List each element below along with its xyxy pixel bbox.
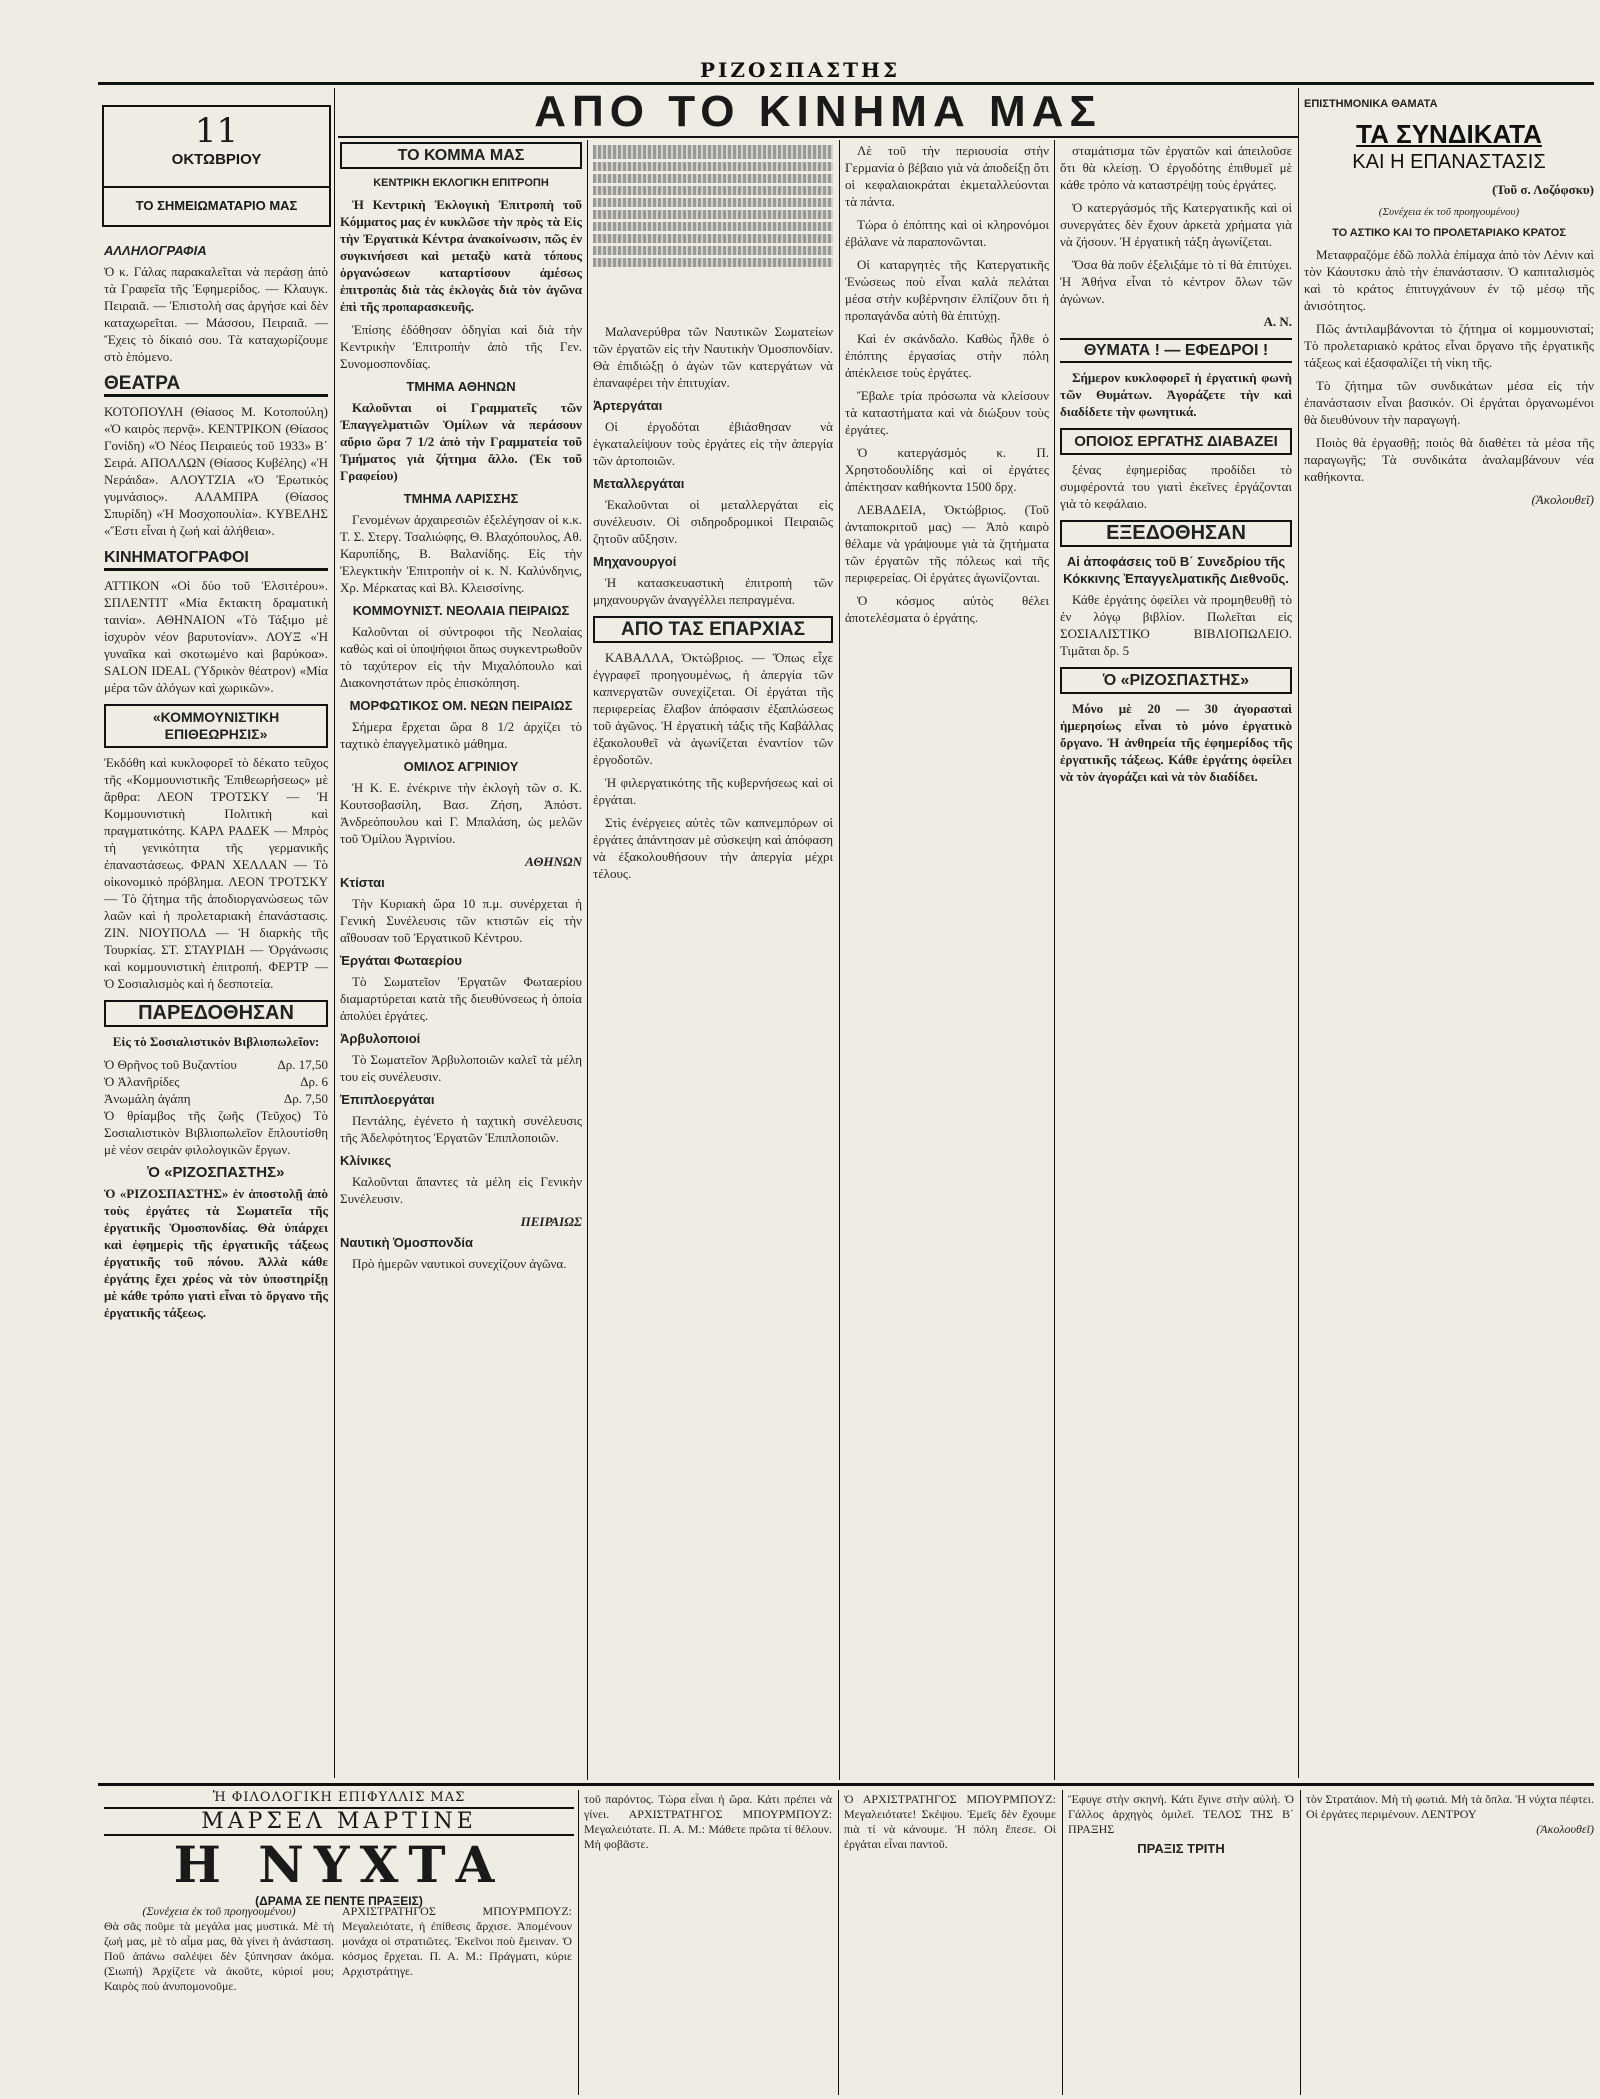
rizos-head-2: Ὁ «ΡΙΖΟΣΠΑΣΤΗΣ» bbox=[1060, 667, 1292, 694]
date-caption: ΤΟ ΣΗΜΕΙΩΜΑΤΑΡΙΟ ΜΑΣ bbox=[135, 198, 298, 213]
review-text: Ἐκδόθη καὶ κυκλοφορεῖ τὸ δέκατο τεῦχος τῆς «Κομμουνιστικῆς Ἐπιθεωρήσεως» μὲ ἄρθρα: ΛΕΟΝ ΤΡΟΤΣΚΥ — Ἡ Κομμουνιστικὴ Πολιτικὴ καὶ πραγματικότης. ΚΑΡΛ ΡΑΔΕΚ — Μπρὸς τὴ γενικότητα τῆς γερμανικῆς ἐπαναστάσεως. ΦΡΑΝ ΧΕΛΛΑΝ — Τὸ οἰκονομικὸ πρόβλημα. ΛΕΟΝ ΤΡΟΤΣΚΥ — Τὸ ζήτημα τῆς ἀποδιοργανώσεως τῶν λαῶν καὶ ἡ προλεταριακὴ ἐπανάστασις. ΖΙΝ. ΝΙΟΥΠΟΛΔ — Ἡ διαρκὴς τῆς Τουρκίας. ΣΤ. ΣΤΑΥΡΙΔΗ — Ὀργάνωσις καὶ κομμουνιστικὴ ἐπιτροπή. ΦΕΡΤΡ — Ὁ Σοσιαλισμὸς καὶ ἡ δεσποτεία. bbox=[104, 755, 328, 991]
serial-divider bbox=[1062, 1790, 1063, 2095]
right-cont: (Συνέχεια ἐκ τοῦ προηγουμένου) bbox=[1378, 206, 1520, 218]
censored-block bbox=[593, 145, 833, 315]
censored-line bbox=[593, 174, 833, 183]
col2-subhead: ΤΜΗΜΑ ΛΑΡΙΣΣΗΣ bbox=[403, 491, 519, 506]
col4-para: Τώρα ὁ ἐπόπτης καὶ οἱ κληρονόμοι ἐβάλανε νὰ παραπονῶνται. bbox=[845, 217, 1049, 249]
serial-col-6 bbox=[1306, 1792, 1594, 2094]
rizos-note-head: Ὁ «ΡΙΖΟΣΠΑΣΤΗΣ» bbox=[147, 1164, 285, 1181]
book-row bbox=[104, 1056, 328, 1073]
col-divider bbox=[839, 140, 840, 1780]
censored-line bbox=[593, 210, 833, 219]
col2-subhead: ΚΟΜΜΟΥΝΙΣΤ. ΝΕΟΛΑΙΑ ΠΕΙΡΑΙΩΣ bbox=[352, 603, 570, 618]
col2-subhead: Ἐργάται Φωταερίου bbox=[340, 953, 462, 968]
col5-subhead: Αἱ ἀποφάσεις τοῦ Β΄ Συνεδρίου τῆς Κόκκινης Ἐπαγγελματικῆς Διεθνοῦς. bbox=[1063, 554, 1289, 586]
censored-line bbox=[593, 198, 833, 207]
book-title: Ὁ Θρῆνος τοῦ Βυζαντίου bbox=[104, 1057, 237, 1072]
col6-para: Τὸ ζήτημα τῶν συνδικάτων μέσα εἰς τὴν ἐπανάστασιν εἶναι βασικόν. Οἱ ἐργάται ὀργανωμένοι θὰ διευθύνουν τὴν παραγωγή. bbox=[1304, 378, 1594, 427]
col5-sign: Α. Ν. bbox=[1263, 314, 1292, 329]
serial-author: ΜΑΡΣΕΛ ΜΑΡΤΙΝΕ bbox=[104, 1807, 574, 1836]
column-4 bbox=[845, 142, 1049, 1778]
col2-subhead: Ἐπιπλοεργάται bbox=[340, 1092, 435, 1107]
right-title-2: ΚΑΙ Η ΕΠΑΝΑΣΤΑΣΙΣ bbox=[1352, 151, 1546, 173]
col4-para: Λὲ τοῦ τὴν περιουσία στὴν Γερμανία ὁ βέβαιο γιὰ νὰ ἀποδείξῃ ὅτι οἱ κεφαλαιοκράται ἐκμεταλλεύονται τὰ πάντα. bbox=[845, 143, 1049, 209]
col2-sign: ΠΕΙΡΑΙΩΣ bbox=[520, 1214, 582, 1229]
serial-divider bbox=[1300, 1790, 1301, 2095]
col5-para: Ὅσα θὰ ποῦν ἐξελιξάμε τὸ τί θὰ ἐπιτύχει. Ἡ Ἀθήνα εἶναι τὸ κέντρον ὅλων τῶν ἀγώνων. bbox=[1060, 257, 1292, 306]
column-5 bbox=[1060, 142, 1292, 1778]
date-month: ΟΚΤΩΒΡΙΟΥ bbox=[171, 151, 262, 168]
col6-para: Ποιὸς θὰ ἐργασθῇ; ποιὸς θὰ διαθέτει τὰ μέσα τῆς παραγωγῆς; Τὰ συνδικάτα ἀναλαμβάνουν νέα καθήκοντα. bbox=[1304, 435, 1594, 484]
col5-para: Μόνο μὲ 20 — 30 ἀγορασταὶ ἡμερησίως εἶναι τὸ μόνο ἐργατικὸ ὄργανο. Ἡ ἀνθηρεία τῆς ἐφημερίδος τῆς ἐργατικῆς τάξεως. Κάθε ἐργάτης ὀφείλει νὰ τὸν ἀγοράζει καὶ νὰ τὸν διαδίδει. bbox=[1060, 701, 1292, 784]
col2-subhead: ΟΜΙΛΟΣ ΑΓΡΙΝΙΟΥ bbox=[403, 759, 519, 774]
published-head: ΠΑΡΕΔΟΘΗΣΑΝ bbox=[104, 1000, 328, 1027]
col3-para: Ἐκαλοῦνται οἱ μεταλλεργάται εἰς συνέλευσιν. Οἱ σιδηροδρομικοὶ Πειραιῶς ζητοῦν αὔξησιν. bbox=[593, 497, 833, 546]
right-title-1: ΤΑ ΣΥΝΔΙΚΑΤΑ bbox=[1356, 119, 1542, 149]
col2-subhead: Ναυτικὴ Ὁμοσπονδία bbox=[340, 1235, 473, 1250]
cinema-head: ΚΙΝΗΜΑΤΟΓΡΑΦΟΙ bbox=[104, 547, 328, 571]
col3-para: Ἡ φιλεργατικότης τῆς κυβερνήσεως καὶ οἱ ἐργάται. bbox=[593, 775, 833, 807]
col2-para: Πρὸ ἡμερῶν ναυτικοὶ συνεχίζουν ἀγῶνα. bbox=[352, 1256, 567, 1271]
col-divider bbox=[334, 88, 335, 1778]
theatres-head: ΘΕΑΤΡΑ bbox=[104, 373, 328, 397]
col2-para: Καλοῦνται ἅπαντες τὰ μέλη εἰς Γενικὴν Συνέλευσιν. bbox=[340, 1174, 582, 1206]
col2-subhead: ΜΟΡΦΩΤΙΚΟΣ ΟΜ. ΝΕΩΝ ΠΕΙΡΑΙΩΣ bbox=[349, 698, 573, 713]
col2-para: Τὴν Κυριακὴ ὥρα 10 π.μ. συνέρχεται ἡ Γενικὴ Συνέλευσις τῶν κτιστῶν εἰς τὴν αἴθουσαν τοῦ Ἐργατικοῦ Κέντρου. bbox=[340, 896, 582, 945]
col5-para: Ὁ κατεργάσμός τῆς Κατεργατικῆς καὶ οἱ συνεργάτες δὲν ἔχουν ἀρκετὰ χρήματα γιὰ νὰ ζήσουν. Ἡ ἐργατικὴ τάξη ἀγωνίζεται. bbox=[1060, 200, 1292, 249]
correspondence-head: ΑΛΛΗΛΟΓΡΑΦΙΑ bbox=[104, 243, 207, 258]
review-head: «ΚΟΜΜΟΥΝΙΣΤΙΚΗ ΕΠΙΘΕΩΡΗΣΙΣ» bbox=[104, 704, 328, 748]
censored-line bbox=[593, 222, 833, 231]
col2-para: Πεντάλης, ἐγένετο ἡ ταχτικὴ συνέλευσις τῆς Ἀδελφότητος Ἐργατῶν Ἐπιπλοποιῶν. bbox=[340, 1113, 582, 1145]
col3-para: Στὶς ἐνέργειες αὐτὲς τῶν καπνεμπόρων οἱ ἐργάτες ἀπάντησαν μὲ σύσκεψη καὶ ἀπόφαση νὰ ἐξακολουθήσουν τὴν ἀπεργία μέχρι τέλους. bbox=[593, 815, 833, 881]
serial-text: τὸν Στρατάιον. Μὴ τὴ φωτιά. Μὴ τὰ ὅπλα. Ἡ νύχτα πέφτει. Οἱ ἐργάτες περιμένουν. ΛΕΝΤΡΟΥ bbox=[1306, 1792, 1594, 1821]
col3-subhead: Μεταλλεργάται bbox=[593, 476, 685, 491]
serial-cont: (Συνέχεια ἐκ τοῦ προηγουμένου) bbox=[142, 1904, 296, 1918]
col4-para: Ὁ κατεργάσμός κ. Π. Χρηστοδουλίδης καὶ οἱ ἐργάτες ἀπέκτησαν καθήκοντα 1500 δρχ. bbox=[845, 445, 1049, 494]
col2-subhead: Κλίνικες bbox=[340, 1153, 392, 1168]
col2-para: Καλοῦνται οἱ Γραμματεῖς τῶν Ἐπαγγελματιῶν Ὁμίλων νὰ περάσουν αὔριο ὥρα 7 1/2 ἀπὸ τὴν Γραμματεία τοῦ Τμήματος γιὰ ζήτημα ἄλλο. (Ἐκ τοῦ Γραφείου) bbox=[340, 400, 582, 483]
censored-line bbox=[593, 258, 833, 267]
col2-para: Ἡ Κ. Ε. ἐνέκρινε τὴν ἐκλογὴ τῶν σ. Κ. Κουτσοβασίλη, Βασ. Ζήση, Ἀπόστ. Ἀνδρεόπουλου καὶ Γ. Μπαλάση, ὡς μελῶν τοῦ Ὁμίλου Ἀγρινίου. bbox=[340, 780, 582, 846]
col2-para: Ἡ Κεντρικὴ Ἐκλογικὴ Ἐπιτροπὴ τοῦ Κόμματος μας ἐν κυκλῶσε τὴν πρὸς τὰ Εἰς τὴν Ἐργατικὰ Κέντρα ἀνακοίνωσιν, πῶς ἐν συγκινήσεσι καὶ μεταξὺ κατὰ τόπους ὀργανώσεων καταρτίσουν ἀμέσως ἐπιτροπὰς διὰ τὰς ἐκλογὰς διὰ τὸν ἀγῶνα ἐπὶ τῆς προπαρασκευῆς. bbox=[340, 197, 582, 314]
serial-col-5 bbox=[1068, 1792, 1294, 2094]
col4-para: ΛΕΒΑΔΕΙΑ, Ὀκτώβριος. (Τοῦ ἀνταποκριτοῦ μας) — Ἀπὸ καιρὸ θέλαμε νὰ γράψουμε γιὰ τὰ ζητήματα τῶν ἐργατῶν τῆς πόλεως καὶ τῆς περιφερείας. Οἱ ἐργάτες ἀγωνίζονται. bbox=[845, 502, 1049, 585]
serial-col-4 bbox=[844, 1792, 1056, 2094]
col4-para: Ἔβαλε τρία πρόσωπα νὰ κλείσουν τὰ καταστήματα καὶ νὰ διώξουν τοὺς ἐργάτες. bbox=[845, 388, 1049, 437]
date-box bbox=[102, 105, 331, 227]
serial-text: ΑΡΧΙΣΤΡΑΤΗΓΟΣ ΜΠΟΥΡΜΠΟΥΖ: Μεγαλειότατε, ἡ ἐπίθεσις ἄρχισε. Ἀπομένουν μονάχα οἱ στρατιῶτες. Ἐκεῖνοι ποὺ ἔμειναν. Ὁ κόσμος ἔρχεται. Π. Α. Μ.: Πράγματι, κύριε Αρχιστράτηγε. bbox=[342, 1904, 572, 1978]
col3-para: Οἱ ἐργοδόται ἐβιάσθησαν νὰ ἐγκαταλείψουν τοὺς ἐργάτες εἰς τὴν ἀπεργία τῶν ἀρτοποιῶν. bbox=[593, 419, 833, 468]
provinces-head: ΑΠΟ ΤΑΣ ΕΠΑΡΧΙΑΣ bbox=[593, 616, 833, 643]
column-6 bbox=[1304, 92, 1594, 1778]
col-divider bbox=[587, 140, 588, 1780]
col5-para: σταμάτισμα τῶν ἐργατῶν καὶ ἀπειλοῦσε ὅτι θὰ κλείσῃ. Ὁ ἐργοδότης ἐπιθυμεῖ μὲ κάθε τρόπο νὰ καταστρέψῃ τοὺς ἐργάτες. bbox=[1060, 143, 1292, 192]
banner bbox=[338, 84, 1298, 134]
col5-para: ξένας ἐφημερίδας προδίδει τὸ συμφέροντά του γιατὶ ἐκεῖνες ἐργάζονται γιὰ τὸ κεφάλαιο. bbox=[1060, 462, 1292, 511]
serial-text: τοῦ παρόντος. Τώρα εἶναι ἡ ὥρα. Κάτι πρέπει νὰ γίνει. ΑΡΧΙΣΤΡΑΤΗΓΟΣ ΜΠΟΥΡΜΠΟΥΖ: Μεγαλειότατε. Π. Α. Μ.: Μάθετε πρῶτα τί θέλουν. Μὴ φοβᾶστε. bbox=[584, 1792, 832, 1851]
col3-para: Ἡ κατασκευαστικὴ ἐπιτροπὴ τῶν μηχανουργῶν ἀναγγέλλει πεπραγμένα. bbox=[593, 575, 833, 607]
serial-act-heading: ΠΡΑΞΙΣ ΤΡΙΤΗ bbox=[1137, 1841, 1225, 1856]
column-2 bbox=[340, 142, 582, 1778]
banner-title: ΑΠΟ ΤΟ ΚΙΝΗΜΑ ΜΑΣ bbox=[534, 87, 1102, 136]
serial-subtitle: (ΔΡΑΜΑ ΣΕ ΠΕΝΤΕ ΠΡΑΞΕΙΣ) bbox=[255, 1894, 423, 1908]
col2-subhead: Ἀρβυλοποιοί bbox=[340, 1031, 421, 1046]
col3-subhead: Μηχανουργοί bbox=[593, 554, 677, 569]
serial-text: Ὁ ΑΡΧΙΣΤΡΑΤΗΓΟΣ ΜΠΟΥΡΜΠΟΥΖ: Μεγαλειότατε! Σκέψου. Ἐμεῖς δὲν ἔχουμε πιὰ τί νὰ κάνουμε. Ἡ πόλη ἔπεσε. Οἱ ἐργάται εἶναι παντοῦ. bbox=[844, 1792, 1056, 1851]
correspondence-text: Ὁ κ. Γάλας παρακαλεῖται νὰ περάσῃ ἀπὸ τὰ Γραφεῖα τῆς Ἐφημερίδος. — Κλαυγκ. Πειραιᾶ. — Ἐπιστολὴ σας ἀργήσε καὶ δὲν καταχωρεῖται. — Μάσσου, Πειραιᾶ. — Ἔχεις τὸ δίκαιό σου. Τὰ καταχωρίζουμε στὸ ἑπόμενο. bbox=[104, 264, 328, 364]
col6-sign: (Ἀκολουθεῖ) bbox=[1531, 492, 1594, 507]
censored-line bbox=[593, 186, 833, 195]
party-subhead: ΚΕΝΤΡΙΚΗ ΕΚΛΟΓΙΚΗ ΕΠΙΤΡΟΠΗ bbox=[373, 177, 549, 189]
published-head-2: ΕΞΕΔΟΘΗΣΑΝ bbox=[1060, 520, 1292, 547]
book-price: Δρ. 7,50 bbox=[283, 1091, 328, 1106]
book-list bbox=[104, 1056, 328, 1107]
col2-para: Γενομένων ἀρχαιρεσιῶν ἐξελέγησαν οἱ κ.κ. Τ. Σ. Στεργ. Τσαλιώφης, Θ. Βλαχόπουλος, Αθ. Καρυπίδης, Β. Βαλανίδης. Εἰς τὴν Ἐλεγκτικὴν Ἐπιτροπὴν οἱ κ. Ν. Καλύνδηνις, Χρ. Μέρκατας καὶ Βλ. Κλεισσίνης. bbox=[340, 512, 582, 595]
book-price: Δρ. 6 bbox=[300, 1074, 328, 1089]
right-section-label: ΕΠΙΣΤΗΜΟΝΙΚΑ ΘΑΜΑΤΑ bbox=[1304, 98, 1438, 110]
cinema-text: ΑΤΤΙΚΟΝ «Οἱ δύο τοῦ Ἑλσιτέρου». ΣΠΛΕΝΤΙΤ «Μία ἔκτακτη δραματικὴ ταινία». ΑΘΗΝΑΙΟΝ «Τὸ Τάξιμο μὲ ἰσχυρὸν νέον βαρυτονίαν». ΛΟΥΞ «Ἡ γυναῖκα καὶ σκοτωμένο καὶ βαρύκοα». SALON IDEAL (Ὑδρικὸν θέατρον) «Μία μέρα τῶν ἀλόγων καὶ χωρικῶν». bbox=[104, 578, 328, 695]
worker-reads-head: ΟΠΟΙΟΣ ΕΡΓΑΤΗΣ ΔΙΑΒΑΖΕΙ bbox=[1060, 428, 1292, 455]
serial-divider bbox=[838, 1790, 839, 2095]
banner-rule bbox=[338, 136, 1298, 138]
serial-col-2 bbox=[342, 1904, 572, 2094]
column-3 bbox=[593, 142, 833, 1778]
right-subhead: ΤΟ ΑΣΤΙΚΟ ΚΑΙ ΤΟ ΠΡΟΛΕΤΑΡΙΑΚΟ ΚΡΑΤΟΣ bbox=[1332, 227, 1566, 239]
col4-para: Οἱ καταργητὲς τῆς Κατεργατικῆς Ἐνώσεως ποὺ εἶναι καλὰ πελάται μέσα στὴν κυβέρνησιν ἐλπίζουν ὅτι ἡ προπαγάνδα αὐτὴ θὰ ἐπιτύχῃ. bbox=[845, 257, 1049, 323]
serial-header bbox=[104, 1790, 574, 1908]
col5-para: Κάθε ἐργάτης ὀφείλει νὰ προμηθευθῇ τὸ ἐν λόγῳ βιβλίον. Πωλεῖται εἰς ΣΟΣΙΑΛΙΣΤΙΚΟ ΒΙΒΛΙΟΠΩΛΕΙΟ. Τιμᾶται δρ. 5 bbox=[1060, 592, 1292, 658]
col3-subhead: Ἀρτεργάται bbox=[593, 398, 663, 413]
masthead: ΡΙΖΟΣΠΑΣΤΗΣ bbox=[700, 58, 901, 82]
col2-sign: ΑΘΗΝΩΝ bbox=[525, 854, 582, 869]
serial-divider bbox=[578, 1790, 579, 2095]
rizos-note-text: Ὁ «ΡΙΖΟΣΠΑΣΤΗΣ» ἐν ἀποστολῇ ἀπὸ τοὺς ἐργάτες τὰ Σωματεῖα τῆς ἐργατικῆς Ὁμοσπονδίας. Θὰ ὑπάρχει καὶ ἐφημερὶς τῆς ἐργατικῆς τάξεως ἐργατικῆς τοῦ πόνου. Ἀλλὰ κάθε ἐργάτης ἔχει χρέος νὰ τὸν ὑποστηρίξῃ μὲ κάθε τρόπο γιατὶ εἶναι τὸ ὄργανο τῆς ἐργατικῆς τάξεως. bbox=[104, 1186, 328, 1320]
published-intro: Εἰς τὸ Σοσιαλιστικὸν Βιβλιοπωλεῖον: bbox=[112, 1034, 320, 1049]
books-note: Ὁ θρίαμβος τῆς ζωῆς (Τεῦχος) Τὸ Σοσιαλιστικὸν Βιβλιοπωλεῖον ἔπλουτίσθη μὲ νέον σειρὰν φιλολογικῶν ἔργων. bbox=[104, 1108, 328, 1157]
col2-subhead: ΤΜΗΜΑ ΑΘΗΝΩΝ bbox=[406, 379, 516, 394]
right-author: (Τοῦ σ. Λοζόφσκυ) bbox=[1492, 182, 1594, 197]
serial-sign: (Ἀκολουθεῖ) bbox=[1536, 1822, 1594, 1836]
serial-col-3 bbox=[584, 1792, 832, 2094]
victims-head: ΘΥΜΑΤΑ ! — ΕΦΕΔΡΟΙ ! bbox=[1060, 338, 1292, 363]
col-divider bbox=[1054, 140, 1055, 1780]
col3-para: Μαλανερύθρα τῶν Ναυτικῶν Σωματείων τῶν ἐργατῶν εἰς τὴν Ναυτικὴν Ὁμοσπονδίαν. Θὰ ἐπιδιώξῃ ὁ ἀγὼν τῶν κατεργάτων νὰ ἐπαναφέρει τὴν ἐπιτυχίαν. bbox=[593, 324, 833, 390]
col6-para: Μεταφραζόμε ἐδῶ πολλὰ ἐπίμαχα ἀπὸ τὸν Λένιν καὶ τὸν Κάουτσκυ ἀπὸ τὴν ἐπανάστασιν. Ὁ καπιταλισμὸς καὶ τὸ κράτος ἐπιτυγχάνουν ἐν τῷ μέσῳ τῆς ἀνισότητος. bbox=[1304, 247, 1594, 313]
col2-para: Καλοῦνται οἱ σύντροφοι τῆς Νεολαίας καθὼς καὶ οἱ ὑποψήφιοι ὅπως συγκεντρωθοῦν τὸ ταχύτερον εἰς τὴν Μιχαλόπουλο καὶ Διακονηστάτων πρὸς ἐπισκόπηση. bbox=[340, 624, 582, 690]
col4-para: Καὶ ἐν σκάνδαλο. Καθὼς ἦλθε ὁ ἐπόπτης ἐργασίας στὴν πόλη ἀπέκλεισε τοὺς ἐργάτες. bbox=[845, 331, 1049, 380]
col5-para: Σήμερον κυκλοφορεῖ ἡ ἐργατικὴ φωνὴ τῶν Θυμάτων. Ἀγοράζετε τὴν καὶ διαδίδετε τὴν φωνητικά. bbox=[1060, 370, 1292, 419]
col2-subhead: Κτίσται bbox=[340, 875, 385, 890]
col-divider bbox=[1298, 88, 1299, 1778]
date-day: 11 bbox=[194, 111, 239, 151]
serial-label: Ἡ ΦΙΛΟΛΟΓΙΚΗ ΕΠΙΦΥΛΛΙΣ ΜΑΣ bbox=[212, 1790, 466, 1805]
book-title: Ὁ Ἀλανῆρίδες bbox=[104, 1074, 180, 1089]
col4-para: Ὁ κόσμος αὐτὸς θέλει ἀποτελέσματα ὁ ἐργάτης. bbox=[845, 593, 1049, 625]
book-row bbox=[104, 1073, 328, 1090]
censored-line bbox=[593, 162, 833, 171]
theatres-text: ΚΟΤΟΠΟΥΛΗ (Θίασος Μ. Κοτοπούλη) «Ὁ καιρὸς περνᾷ». ΚΕΝΤΡΙΚΟΝ (Θίασος Γονίδη) «Ὁ Νέος Πειραιεύς τοῦ 1933» Β΄ Σειρά. ΑΠΟΛΛΩΝ (Θίασος Κυβέλης) «Ἡ Νεράιδα». ΑΛΟΥΤΖΙΑ «Ὁ Ἐρωτικὸς γυμνάσιος». ΑΛΑΜΠΡΑ (Θίασος Σπυρίδη) «Ἡ Μοσχοπουλία». ΚΥΒΕΛΗΣ «Ἔστι εἶναι ἡ ζωή καὶ ἀλήθεια». bbox=[104, 404, 328, 538]
col2-para: Σήμερα ἔρχεται ὥρα 8 1/2 ἀρχίζει τὸ ταχτικὸ ἐπαγγελματικὸ μάθημα. bbox=[340, 719, 582, 751]
left-column bbox=[104, 238, 328, 1778]
serial-col-1 bbox=[104, 1904, 334, 2094]
serial-rule bbox=[98, 1783, 1594, 1786]
censored-line bbox=[593, 234, 833, 243]
col2-para: Ἐπίσης ἐδόθησαν ὁδηγίαι καὶ διὰ τὴν Κεντρικὴν Ἐπιτροπὴν ἀπὸ τῆς Γεν. Συνομοσπονδίας. bbox=[340, 322, 582, 371]
book-row bbox=[104, 1090, 328, 1107]
censored-line bbox=[593, 145, 833, 159]
col2-para: Τὸ Σωματεῖον Ἀρβυλοποιῶν καλεῖ τὰ μέλη του εἰς συνέλευσιν. bbox=[340, 1052, 582, 1084]
col2-para: Τὸ Σωματεῖον Ἐργατῶν Φωταερίου διαμαρτύρεται κατὰ τῆς διευθύνσεως ἡ ὁποία ἀπολύει ἐργάτες. bbox=[340, 974, 582, 1023]
party-head: ΤΟ ΚΟΜΜΑ ΜΑΣ bbox=[340, 142, 582, 169]
serial-text: Ἔφυγε στὴν σκηνὴ. Κάτι ἔγινε στὴν αὐλή. Ὁ Γάλλος ἀρχηγὸς ὁμιλεῖ. ΤΕΛΟΣ ΤΗΣ Β΄ ΠΡΑΞΗΣ bbox=[1068, 1792, 1294, 1836]
serial-title: Η ΝΥΧΤΑ bbox=[173, 1835, 505, 1894]
col3-para: ΚΑΒΑΛΛΑ, Ὀκτώβριος. — Ὅπως εἶχε ἐγγραφεῖ προηγουμένως, ἡ ἀπεργία τῶν καπνεργατῶν συνεχίζεται. Οἱ ἐργάται τῆς περιφερείας ἔλαβον ἀπόφασιν ἐξαπλώσεως τοῦ ἀγῶνος. Ἡ ἐργατικὴ τάξις τῆς Καβάλλας ἐξακολουθεῖ νὰ ἀγωνίζεται ἐναντίον τῶν ἐργοδοτῶν. bbox=[593, 650, 833, 767]
serial-text: Θὰ σᾶς ποῦμε τὰ μεγάλα μας μυστικά. Μὲ τὴ ζωή μας, μὲ τὸ αἷμα μας, θὰ γίνει ἡ ἀνάσταση. Ποῦ ἀπάνω σαλέψει δὲν ξύπνησαν ἀκόμα. (Σιωπή) Ἀρχίζετε νὰ ἀκοῦτε, κύριοί μου; Καιρὸς ποὺ ἀνυπομονοῦμε. bbox=[104, 1919, 334, 1993]
censored-line bbox=[593, 246, 833, 255]
col6-para: Πῶς ἀντιλαμβάνονται τὸ ζήτημα οἱ κομμουνισταί; Τὸ προλεταριακὸ κράτος εἶναι ὄργανο τῆς ἐργατικῆς τάξεως καὶ ἐξασφαλίζει τὴ νίκη τῆς. bbox=[1304, 321, 1594, 370]
book-price: Δρ. 17,50 bbox=[277, 1057, 328, 1072]
book-title: Ἀνωμάλη ἀγάπη bbox=[104, 1091, 191, 1106]
